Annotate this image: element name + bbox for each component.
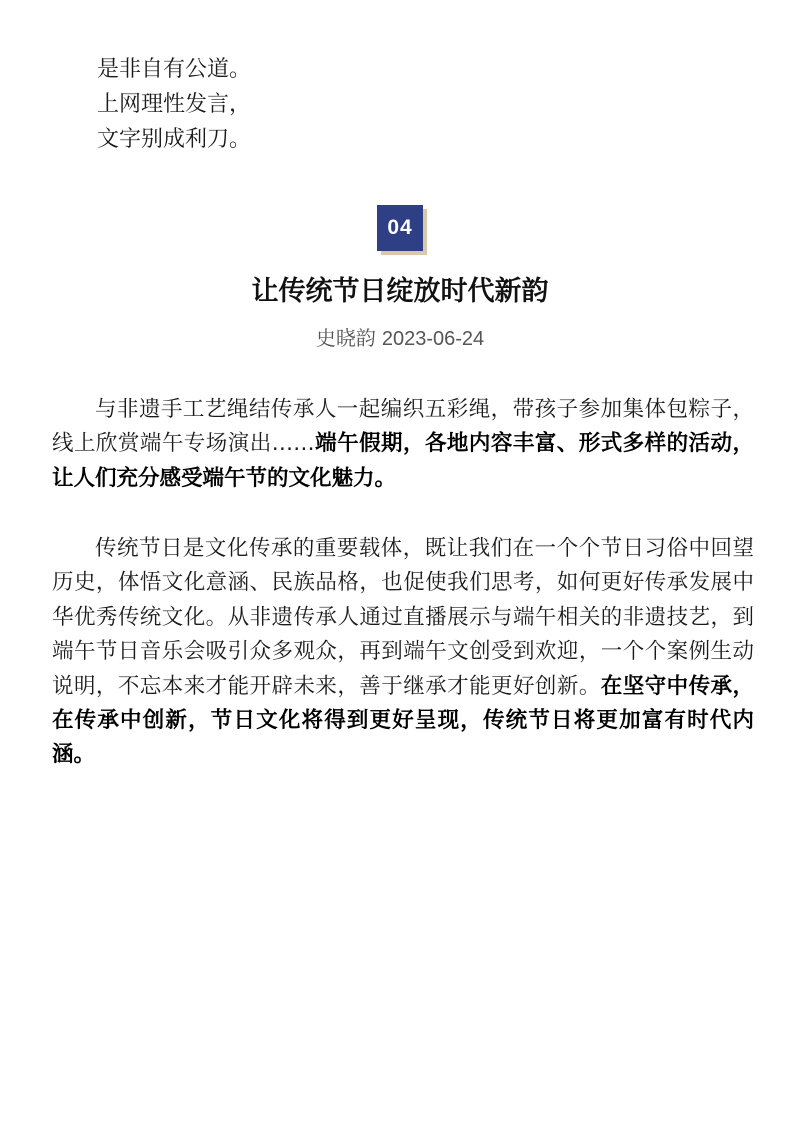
poem-line: 上网理性发言， xyxy=(97,92,252,117)
paragraph-text: 传统节日是文化传承的重要载体，既让我们在一个个节日习俗中回望历史，体悟文化意涵、民族品格，也促使我们思考，如何更好传承发展中华优秀传统文化。从非遗传承人通过直播展示与端午相关的非遗技艺，到端午节日音乐会吸引众多观众，再到端午文创受到欢迎，一个个案例生动说明，不忘本来才能开辟未来，善于继承才能更好创新。 xyxy=(52,536,754,699)
section-number: 04 xyxy=(377,205,423,251)
article-author: 史晓韵 xyxy=(315,326,376,350)
paragraph-bold-text: 端午假期，各地内容丰富、形式多样的活动，让人们充分感受端午节的文化魅力。 xyxy=(52,431,754,491)
poem-line: 是非自有公道。 xyxy=(97,57,252,82)
paragraph-text: 与非遗手工艺绳结传承人一起编织五彩绳，带孩子参加集体包粽子，线上欣赏端午专场演出…… xyxy=(52,397,754,457)
section-number-badge xyxy=(377,205,427,255)
paragraph-bold-text: 在坚守中传承，在传承中创新，节日文化将得到更好呈现，传统节日将更加富有时代内涵。 xyxy=(52,673,754,768)
article-date: 2023-06-24 xyxy=(381,328,485,350)
article-title: 让传统节日绽放时代新韵 xyxy=(251,276,549,307)
article-byline xyxy=(0,322,800,355)
poem-line: 文字别成利刀。 xyxy=(97,127,252,152)
poem-block xyxy=(97,52,697,157)
article-paragraph xyxy=(52,393,754,496)
article-paragraph xyxy=(52,532,754,773)
